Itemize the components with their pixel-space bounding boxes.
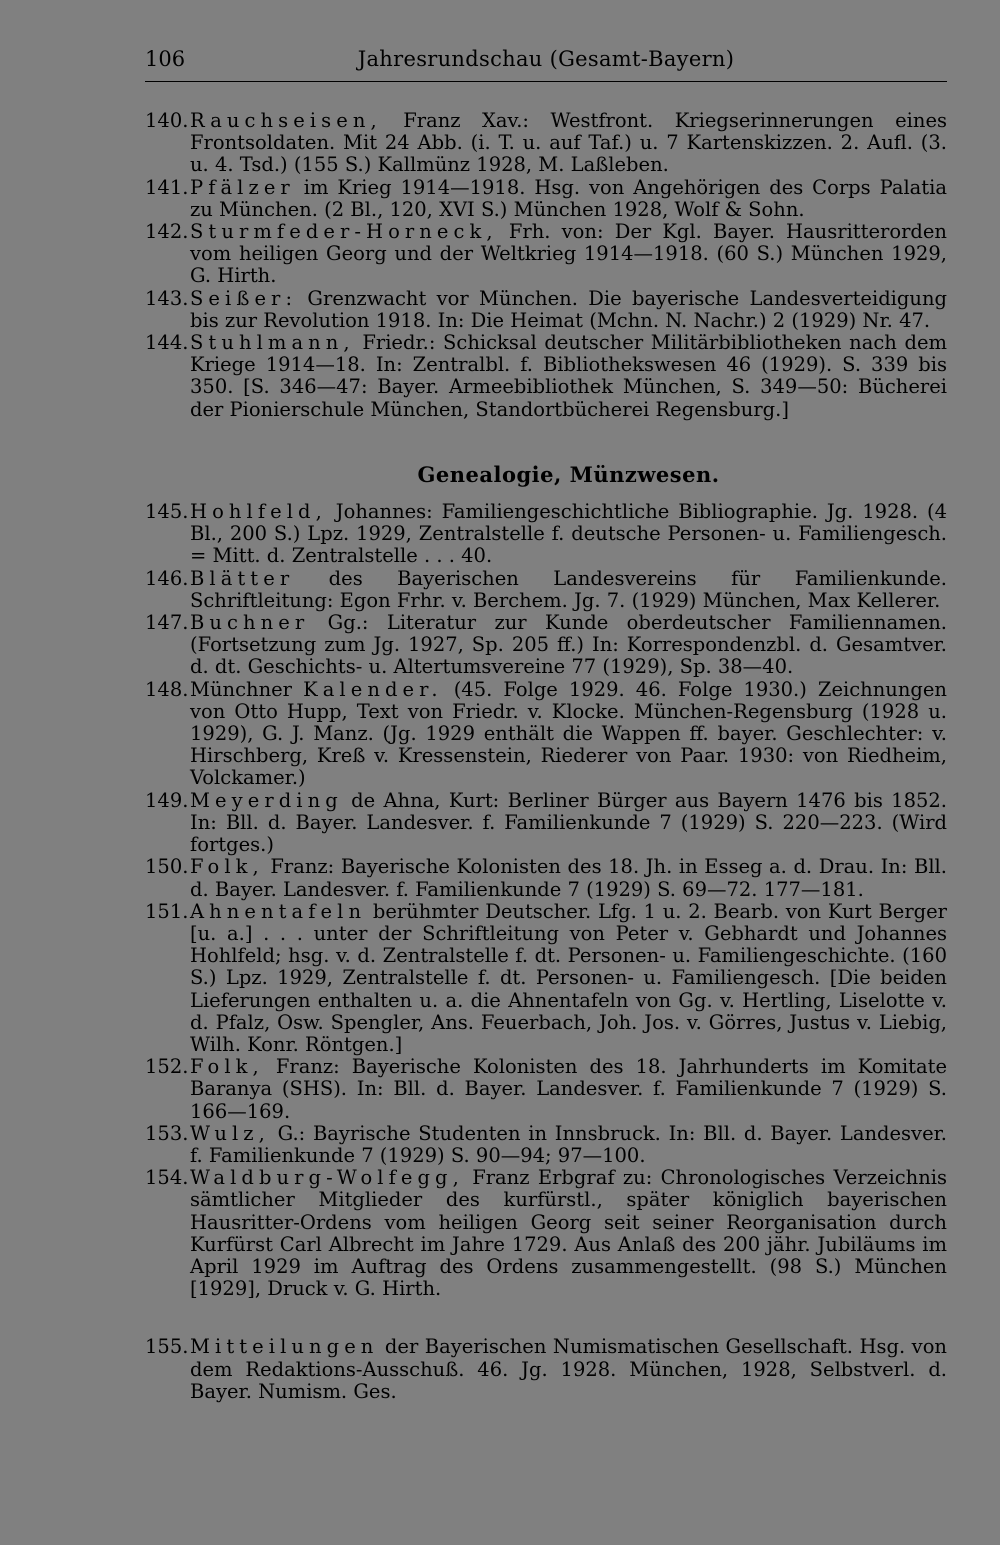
entry-text: Friedr.: Schicksal deutscher Militärbibliotheken nach dem Kriege 1914—18. In: Zentralbl. f. Bibliothekswesen 46 (1929). S. 339 bis 350. [S. 346—47: Bayer. Armeebibliothek München, S. 349—50: Bücherei der Pionierschule München, Standortbücherei Regensburg.] [190, 331, 947, 421]
entry-text: Johannes: Familiengeschichtliche Bibliographie. Jg. 1928. (4 Bl., 200 S.) Lpz. 1929, Zentralstelle f. deutsche Personen- u. Familiengesch. = Mitt. d. Zentralstelle . . . 40. [190, 500, 947, 568]
entry-name: Buchner [190, 611, 310, 635]
bibliography-entry [145, 110, 947, 177]
entry-text: Grenzwacht vor München. Die bayerische Landesverteidigung bis zur Revolution 1918. In: Die Heimat (Mchn. N. Nachr.) 2 (1929) Nr. 47. [190, 286, 947, 332]
page-header [145, 45, 947, 82]
entry-number: 144. [145, 331, 189, 355]
bibliography-entry [145, 1336, 947, 1403]
entry-number: 140. [145, 109, 189, 132]
entry-number: 154. [145, 1166, 189, 1190]
entry-name: Mitteilungen [190, 1335, 379, 1359]
entry-text: Franz Erbgraf zu: Chronologisches Verzeichnis sämtlicher Mitglieder des kurfürstl., später königlich bayerischen Hausritter-Ordens vom heiligen Georg seit seiner Reorganisation durch Kurfürst Carl Albrecht im Jahre 1729. Aus Anlaß des 200 jähr. Jubiläums im April 1929 im Auftrag des Ordens zusammengestellt. (98 S.) München [1929], Druck v. G. Hirth. [190, 1166, 947, 1301]
entry-text: de Ahna, Kurt: Berliner Bürger aus Bayern 1476 bis 1852. In: Bll. d. Bayer. Landesver. f. Familienkunde 7 (1929) S. 220—223. (Wird fortges.) [190, 788, 947, 857]
entry-number: 147. [145, 611, 189, 635]
entry-name: Folk, [190, 855, 264, 879]
entry-number: 142. [145, 220, 189, 244]
entry-text: im Krieg 1914—1918. Hsg. von Angehörigen des Corps Palatia zu München. (2 Bl., 120, XVI S.) München 1928, Wolf & Sohn. [190, 175, 947, 221]
entry-number: 143. [145, 286, 189, 310]
entry-text: der Bayerischen Numismatischen Gesellschaft. Hsg. von dem Redaktions-Ausschuß. 46. Jg. 1928. München, 1928, Selbstverl. d. Bayer. Numism. Ges. [190, 1335, 947, 1403]
bibliography-entry [145, 1056, 947, 1123]
entry-name: Waldburg-Wolfegg, [190, 1166, 464, 1190]
entry-name: Sturmfeder-Horneck, [190, 220, 498, 244]
bibliography-entry [145, 790, 947, 857]
entry-number: 153. [145, 1121, 189, 1145]
bibliography-entry [145, 679, 947, 790]
entry-text: berühmter Deutscher. Lfg. 1 u. 2. Bearb. von Kurt Berger [u. a.] . . . unter der Schriftleitung von Peter v. Gebhardt und Johannes Hohlfeld; hsg. v. d. Zentralstelle f. dt. Personen- u. Familiengeschichte. (160 S.) Lpz. 1929, Zentralstelle f. dt. Personen- u. Familiengesch. [Die beiden Lieferungen enthalten u. a. die Ahnentafeln von Gg. v. Hertling, Liselotte v. d. Pfalz, Osw. Spengler, Ans. Feuerbach, Joh. Jos. v. Görres, Justus v. Liebig, Wilh. Konr. Röntgen.] [190, 899, 947, 1056]
entry-text: des Bayerischen Landesvereins für Familienkunde. Schriftleitung: Egon Frhr. v. Berchem. Jg. 7. (1929) München, Max Kellerer. [190, 566, 947, 612]
bibliography-entries [145, 110, 947, 1403]
entry-name: Hohlfeld, [190, 500, 327, 524]
section-heading: Genealogie, Münzwesen. [417, 461, 720, 487]
bibliography-entry [145, 901, 947, 1056]
entry-name: Pfälzer [190, 175, 295, 199]
bibliography-entry [145, 177, 947, 221]
entry-name: Kalender. [303, 677, 443, 701]
entry-text: Franz: Bayerische Kolonisten des 18. Jahrhunderts im Komitate Baranya (SHS). In: Bll. d. Bayer. Landesver. f. Familienkunde 7 (1929) S. 166—169. [190, 1055, 947, 1123]
entry-number: 152. [145, 1055, 189, 1079]
entry-name: Ahnentafeln [190, 899, 367, 923]
entry-name-prefix: Münchner [190, 677, 304, 701]
page-number: 106 [145, 47, 186, 71]
entry-number: 145. [145, 500, 189, 524]
entry-name: Meyerding [190, 788, 343, 812]
spacer [145, 1300, 947, 1336]
entry-number: 150. [145, 855, 189, 879]
running-title: Jahresrundschau (Gesamt-Bayern) [357, 47, 735, 71]
entry-text: Frh. von: Der Kgl. Bayer. Hausritterorden vom heiligen Georg und der Weltkrieg 1914—1918. (60 S.) München 1929, G. Hirth. [190, 220, 947, 288]
entries-group-1 [145, 110, 947, 421]
entry-name: Blätter [190, 566, 295, 590]
entry-number: 149. [145, 788, 189, 812]
entry-text: Franz: Bayerische Kolonisten des 18. Jh. in Esseg a. d. Drau. In: Bll. d. Bayer. Landesver. f. Familienkunde 7 (1929) S. 69—72. 177—181. [190, 855, 947, 901]
entries-group-2 [145, 501, 947, 1300]
entry-name: Wulz, [190, 1121, 270, 1145]
entry-text: G.: Bayrische Studenten in Innsbruck. In: Bll. d. Bayer. Landesver. f. Familienkunde 7 (1929) S. 90—94; 97—100. [190, 1121, 947, 1167]
entry-name: Stuhlmann, [190, 331, 355, 355]
entry-number: 146. [145, 566, 189, 590]
entries-group-3 [145, 1336, 947, 1403]
bibliography-entry [145, 221, 947, 288]
bibliography-entry [145, 501, 947, 568]
entry-name: Folk, [190, 1055, 264, 1079]
entry-name: Seißer: [190, 286, 298, 310]
entry-number: 141. [145, 175, 189, 199]
bibliography-entry [145, 612, 947, 679]
bibliography-entry [145, 288, 947, 332]
entry-name: Rauchseisen, [190, 109, 382, 132]
bibliography-entry [145, 1167, 947, 1300]
bibliography-entry [145, 568, 947, 612]
entry-text: Franz Xav.: Westfront. Kriegserinnerungen eines Frontsoldaten. Mit 24 Abb. (i. T. u. auf Taf.) u. 7 Kartenskizzen. 2. Aufl. (3. u. 4. Tsd.) (155 S.) Kallmünz 1928, M. Laßleben. [190, 109, 947, 177]
bibliography-entry [145, 856, 947, 900]
entry-text: Gg.: Literatur zur Kunde oberdeutscher Familiennamen. (Fortsetzung zum Jg. 1927, Sp. 205 ff.) In: Korrespondenzbl. d. Gesamtver. d. dt. Geschichts- u. Altertumsvereine 77 (1929), Sp. 38—40. [190, 611, 947, 679]
entry-number: 151. [145, 899, 189, 923]
entry-number: 148. [145, 677, 189, 701]
entry-number: 155. [145, 1335, 189, 1359]
bibliography-entry [145, 332, 947, 421]
entry-text: (45. Folge 1929. 46. Folge 1930.) Zeichnungen von Otto Hupp, Text von Friedr. v. Klocke. München-Regensburg (1928 u. 1929), G. J. Manz. (Jg. 1929 enthält die Wappen ff. bayer. Geschlechter: v. Hirschberg, Kreß v. Kressenstein, Riederer von Paar. 1930: von Riedheim, Volckamer.) [190, 677, 947, 790]
bibliography-entry [145, 1123, 947, 1167]
